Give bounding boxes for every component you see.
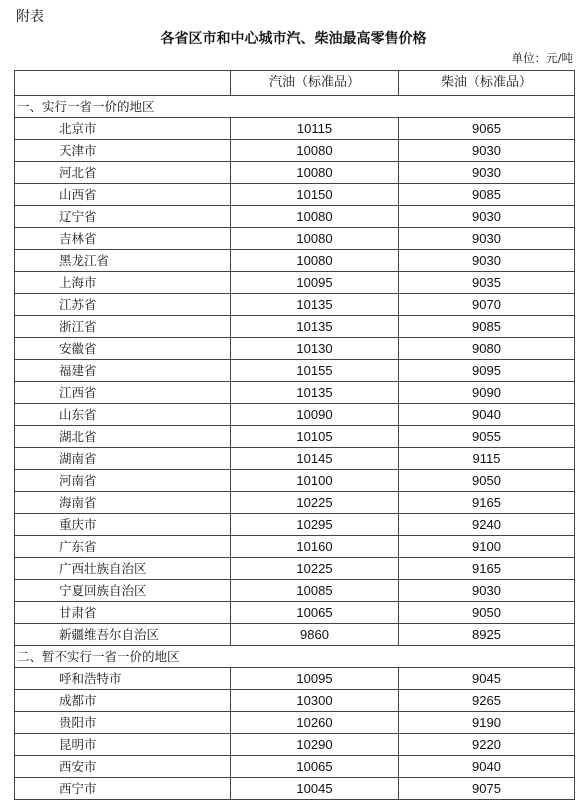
region-name: 安徽省 [15, 338, 231, 360]
table-row [15, 404, 575, 426]
region-name: 广西壮族自治区 [15, 558, 231, 580]
region-name: 新疆维吾尔自治区 [15, 624, 231, 646]
section-row [15, 96, 575, 118]
region-name: 重庆市 [15, 514, 231, 536]
gasoline-price: 10225 [231, 492, 399, 514]
diesel-price: 9030 [399, 580, 575, 602]
gasoline-price: 10080 [231, 206, 399, 228]
table-row [15, 536, 575, 558]
diesel-price: 9030 [399, 206, 575, 228]
gasoline-price: 10065 [231, 756, 399, 778]
gasoline-price: 10115 [231, 118, 399, 140]
region-name: 海南省 [15, 492, 231, 514]
region-name: 贵阳市 [15, 712, 231, 734]
gasoline-price: 10160 [231, 536, 399, 558]
section-title: 一、实行一省一价的地区 [15, 96, 575, 118]
diesel-price: 9220 [399, 734, 575, 756]
gasoline-price: 10045 [231, 778, 399, 800]
diesel-price: 9050 [399, 470, 575, 492]
diesel-price: 9030 [399, 140, 575, 162]
table-row [15, 470, 575, 492]
region-name: 黑龙江省 [15, 250, 231, 272]
region-name: 湖北省 [15, 426, 231, 448]
price-table [14, 70, 575, 800]
region-name: 河南省 [15, 470, 231, 492]
table-row [15, 558, 575, 580]
diesel-price: 9030 [399, 250, 575, 272]
table-row [15, 580, 575, 602]
gasoline-price: 10080 [231, 162, 399, 184]
diesel-price: 9165 [399, 558, 575, 580]
region-name: 福建省 [15, 360, 231, 382]
region-name: 成都市 [15, 690, 231, 712]
region-name: 湖南省 [15, 448, 231, 470]
header-region [15, 71, 231, 96]
appendix-label: 附表 [16, 9, 44, 25]
table-row [15, 514, 575, 536]
gasoline-price: 9860 [231, 624, 399, 646]
gasoline-price: 10095 [231, 668, 399, 690]
gasoline-price: 10145 [231, 448, 399, 470]
gasoline-price: 10085 [231, 580, 399, 602]
diesel-price: 9050 [399, 602, 575, 624]
table-row [15, 228, 575, 250]
table-header [15, 71, 575, 96]
table-row [15, 668, 575, 690]
gasoline-price: 10290 [231, 734, 399, 756]
section-title: 二、暂不实行一省一价的地区 [15, 646, 575, 668]
region-name: 甘肃省 [15, 602, 231, 624]
diesel-price: 9075 [399, 778, 575, 800]
table-row [15, 712, 575, 734]
diesel-price: 9115 [399, 448, 575, 470]
gasoline-price: 10080 [231, 140, 399, 162]
table-row [15, 448, 575, 470]
region-name: 广东省 [15, 536, 231, 558]
diesel-price: 9040 [399, 756, 575, 778]
diesel-price: 9080 [399, 338, 575, 360]
table-row [15, 206, 575, 228]
table-row [15, 250, 575, 272]
gasoline-price: 10135 [231, 382, 399, 404]
table-row [15, 602, 575, 624]
table-row [15, 492, 575, 514]
diesel-price: 9055 [399, 426, 575, 448]
table-row [15, 778, 575, 800]
region-name: 吉林省 [15, 228, 231, 250]
gasoline-price: 10065 [231, 602, 399, 624]
diesel-price: 9045 [399, 668, 575, 690]
table-row [15, 294, 575, 316]
diesel-price: 9095 [399, 360, 575, 382]
region-name: 河北省 [15, 162, 231, 184]
table-row [15, 140, 575, 162]
region-name: 北京市 [15, 118, 231, 140]
header-gasoline: 汽油（标准品） [231, 71, 399, 96]
diesel-price: 9190 [399, 712, 575, 734]
diesel-price: 9065 [399, 118, 575, 140]
diesel-price: 9085 [399, 316, 575, 338]
table-row [15, 162, 575, 184]
table-row [15, 734, 575, 756]
gasoline-price: 10135 [231, 294, 399, 316]
diesel-price: 9100 [399, 536, 575, 558]
table-row [15, 360, 575, 382]
table-body [15, 96, 575, 800]
region-name: 浙江省 [15, 316, 231, 338]
table-row [15, 272, 575, 294]
table-row [15, 624, 575, 646]
region-name: 天津市 [15, 140, 231, 162]
diesel-price: 9090 [399, 382, 575, 404]
section-row [15, 646, 575, 668]
table-row [15, 316, 575, 338]
diesel-price: 9030 [399, 162, 575, 184]
gasoline-price: 10300 [231, 690, 399, 712]
table-row [15, 756, 575, 778]
gasoline-price: 10090 [231, 404, 399, 426]
table-row [15, 338, 575, 360]
header-diesel: 柴油（标准品） [399, 71, 575, 96]
region-name: 江西省 [15, 382, 231, 404]
gasoline-price: 10100 [231, 470, 399, 492]
region-name: 江苏省 [15, 294, 231, 316]
diesel-price: 9240 [399, 514, 575, 536]
gasoline-price: 10105 [231, 426, 399, 448]
gasoline-price: 10295 [231, 514, 399, 536]
gasoline-price: 10135 [231, 316, 399, 338]
region-name: 宁夏回族自治区 [15, 580, 231, 602]
page-title: 各省区市和中心城市汽、柴油最高零售价格 [160, 31, 427, 47]
diesel-price: 9035 [399, 272, 575, 294]
diesel-price: 9040 [399, 404, 575, 426]
gasoline-price: 10130 [231, 338, 399, 360]
diesel-price: 9085 [399, 184, 575, 206]
region-name: 辽宁省 [15, 206, 231, 228]
region-name: 西宁市 [15, 778, 231, 800]
region-name: 山东省 [15, 404, 231, 426]
gasoline-price: 10080 [231, 228, 399, 250]
diesel-price: 9165 [399, 492, 575, 514]
gasoline-price: 10080 [231, 250, 399, 272]
diesel-price: 8925 [399, 624, 575, 646]
unit-label: 单位：元/吨 [511, 51, 573, 65]
table-row [15, 184, 575, 206]
region-name: 呼和浩特市 [15, 668, 231, 690]
region-name: 昆明市 [15, 734, 231, 756]
table-row [15, 426, 575, 448]
diesel-price: 9265 [399, 690, 575, 712]
gasoline-price: 10260 [231, 712, 399, 734]
region-name: 上海市 [15, 272, 231, 294]
gasoline-price: 10225 [231, 558, 399, 580]
region-name: 西安市 [15, 756, 231, 778]
gasoline-price: 10150 [231, 184, 399, 206]
gasoline-price: 10095 [231, 272, 399, 294]
gasoline-price: 10155 [231, 360, 399, 382]
table-row [15, 382, 575, 404]
region-name: 山西省 [15, 184, 231, 206]
table-row [15, 118, 575, 140]
diesel-price: 9030 [399, 228, 575, 250]
table-row [15, 690, 575, 712]
diesel-price: 9070 [399, 294, 575, 316]
